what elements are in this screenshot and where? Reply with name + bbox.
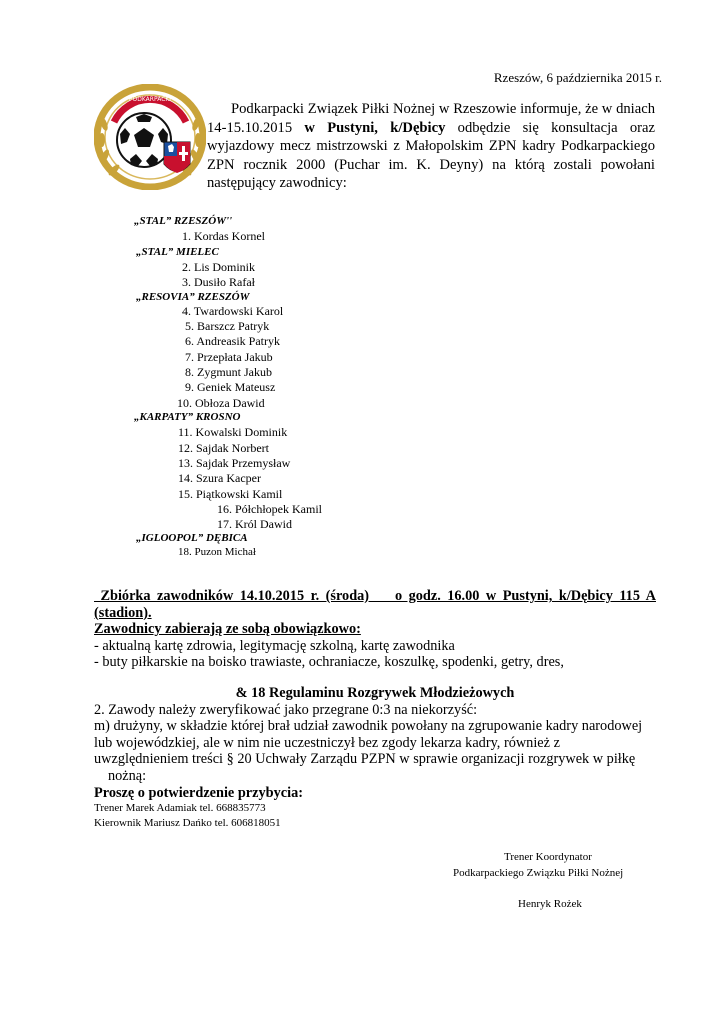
regulation-line: uwzględnieniem treści § 20 Uchwały Zarządu PZPN w sprawie organizacji rozgrywek w piłkę — [94, 751, 636, 768]
contact-line: Kierownik Mariusz Dańko tel. 606818051 — [94, 816, 281, 829]
signature-role: Trener Koordynator — [504, 851, 592, 863]
emblem-ring-text: PODKARPACKI — [128, 96, 172, 103]
gathering-line-2: (stadion). — [94, 604, 152, 621]
regulation-heading: & 18 Regulaminu Rozgrywek Młodzieżowych — [235, 684, 515, 701]
intro-text-part1: Podkarpacki Związek Piłki Nożnej w Rzeszowie informuje, że w dniach 14-15.10.2015 — [207, 101, 655, 136]
player-item: 16. Półchłopek Kamil — [217, 502, 322, 516]
intro-place: w Pustyni, k/Dębicy — [304, 119, 446, 136]
player-item: 9. Geniek Mateusz — [185, 380, 276, 394]
player-item: 13. Sajdak Przemysław — [178, 456, 291, 470]
player-item: 1. Kordas Kornel — [182, 229, 265, 243]
document-date: Rzeszów, 6 października 2015 r. — [493, 70, 662, 85]
signature-org: Podkarpackiego Związku Piłki Nożnej — [453, 867, 624, 879]
intro-text-part2: odbędzie się konsultacja oraz wyjazdowy mecz mistrzowski z Małopolskim ZPN kadry Podkarpackiego ZPN rocznik 2000 (Puchar im. K. Deyny) na którą zostali powołani następujący zawodnicy: — [207, 119, 656, 191]
player-item: 15. Piątkowski Kamil — [178, 487, 283, 501]
player-item: 8. Zygmunt Jakub — [185, 365, 272, 379]
required-heading: Zawodnicy zabierają ze sobą obowiązkowo: — [94, 621, 361, 638]
required-item: - aktualną kartę zdrowia, legitymację szkolną, kartę zawodnika — [94, 637, 455, 654]
player-item: 6. Andreasik Patryk — [185, 334, 280, 348]
player-item: 18. Puzon Michał — [178, 546, 256, 558]
club-header: „KARPATY” KROSNO — [134, 411, 241, 423]
regulation-line: lub wojewódzkiej, ale w nim nie uczestniczył bez zgody lekarza kadry, również z — [94, 734, 560, 751]
document-body — [94, 588, 656, 830]
club-header: „STAL” RZESZÓW'' — [134, 215, 233, 227]
required-item: - buty piłkarskie na boisko trawiaste, ochraniacze, koszulkę, spodenki, getry, dres, — [94, 654, 564, 671]
gathering-line: Zbiórka zawodników 14.10.2015 r. (środa) o godz. 16.00 w Pustyni, k/Dębicy 115 A — [94, 588, 656, 604]
player-item: 3. Dusiło Rafał — [182, 275, 255, 289]
regulation-line: nożną: — [108, 767, 147, 784]
club-header: „IGLOOPOL” DĘBICA — [136, 532, 248, 544]
confirm-heading: Proszę o potwierdzenie przybycia: — [94, 784, 303, 801]
club-header: „RESOVIA” RZESZÓW — [136, 291, 250, 303]
regulation-line: m) drużyny, w składzie której brał udział zawodnik powołany na zgrupowanie kadry narodowej — [94, 718, 643, 735]
pzpn-emblem-icon — [94, 84, 206, 190]
signature-name: Henryk Rożek — [518, 898, 582, 910]
player-item: 7. Przepłata Jakub — [185, 350, 273, 364]
player-item: 12. Sajdak Norbert — [178, 441, 269, 455]
contact-line: Trener Marek Adamiak tel. 668835773 — [94, 802, 266, 815]
player-item: 10. Obłoza Dawid — [177, 396, 265, 410]
player-item: 2. Lis Dominik — [182, 260, 256, 274]
club-header: „STAL” MIELEC — [136, 246, 219, 258]
player-item: 17. Król Dawid — [217, 517, 292, 531]
regulation-paragraph: 2. Zawody należy zweryfikować jako przegrane 0:3 na niekorzyść: — [94, 701, 478, 718]
player-item: 14. Szura Kacper — [178, 471, 261, 485]
player-item: 4. Twardowski Karol — [182, 304, 284, 318]
player-item: 11. Kowalski Dominik — [178, 425, 288, 439]
intro-paragraph — [207, 100, 655, 193]
player-item: 5. Barszcz Patryk — [185, 319, 270, 333]
